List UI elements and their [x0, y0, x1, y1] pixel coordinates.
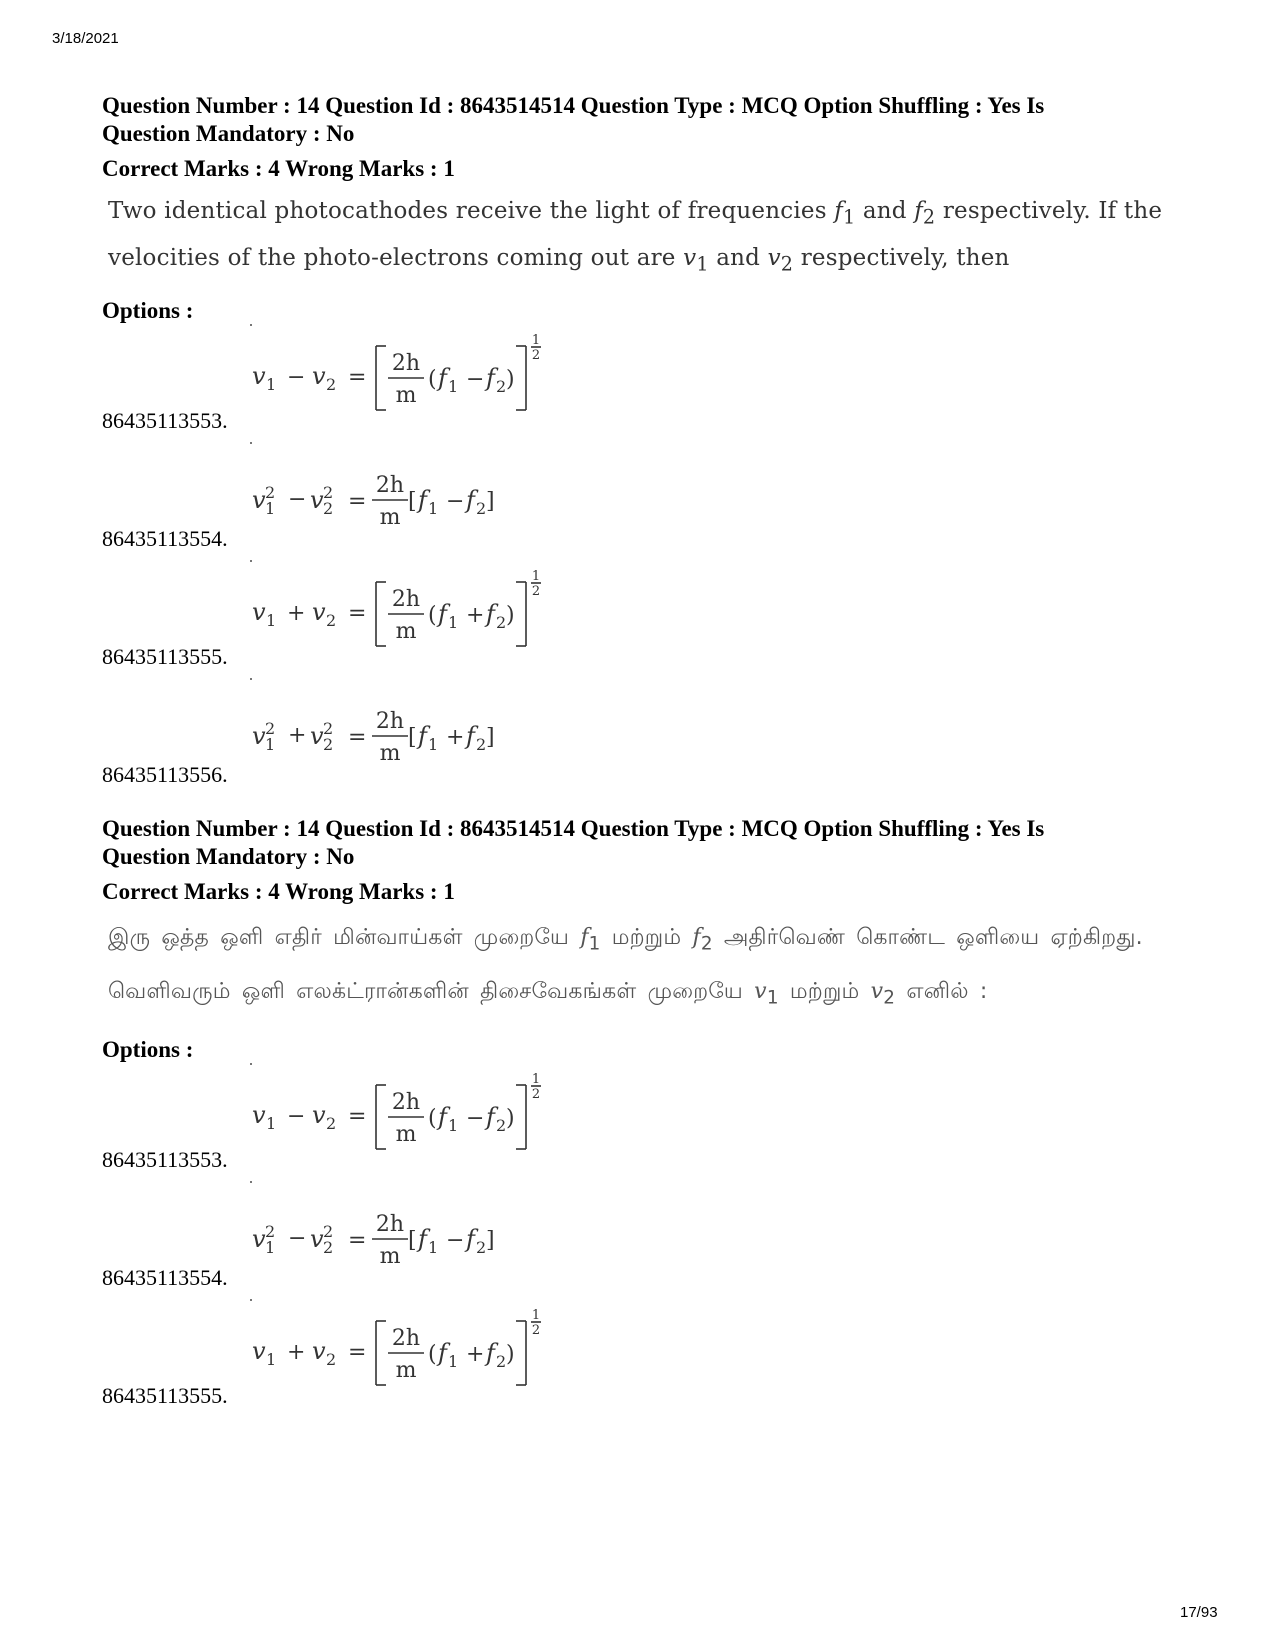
denominator-m: m — [379, 741, 401, 767]
var-v: v — [310, 486, 324, 515]
var-v: v — [310, 1224, 324, 1253]
exponent-den: 2 — [531, 1322, 541, 1338]
var-v: v — [252, 598, 266, 627]
option-item[interactable] — [102, 1181, 1202, 1299]
sub-1: 1 — [428, 735, 439, 755]
var-v: v — [252, 722, 266, 751]
denominator-m: m — [379, 505, 401, 531]
var-f: f — [418, 722, 427, 751]
sub-2: 2 — [496, 377, 507, 397]
equals: = — [348, 1227, 367, 1253]
sup-2: 2 — [323, 483, 334, 503]
equals: = — [348, 1339, 367, 1365]
option-item[interactable] — [102, 442, 1202, 560]
var-f: f — [466, 1224, 475, 1253]
sub-2: 2 — [326, 1113, 337, 1133]
question-header-line2: Question Mandatory : No — [102, 844, 355, 869]
bracket: [ — [408, 1227, 417, 1253]
exponent-den: 2 — [531, 1086, 541, 1102]
numerator-2h: 2h — [375, 1211, 405, 1237]
question-block-english — [102, 92, 1202, 796]
formula-sum-squares — [252, 686, 552, 776]
bracket: ] — [486, 725, 495, 751]
operator: − — [446, 489, 465, 515]
sub-2: 2 — [326, 611, 337, 631]
operator: + — [466, 1341, 485, 1367]
var-v: v — [252, 362, 266, 391]
sub-2: 2 — [323, 735, 334, 755]
formula-sum-root — [252, 1307, 552, 1397]
exponent-den: 2 — [531, 348, 541, 364]
denominator-m: m — [395, 1357, 417, 1383]
numerator-2h: 2h — [375, 473, 405, 499]
option-id: 86435113554. — [102, 526, 228, 552]
print-date: 3/18/2021 — [52, 30, 119, 47]
paren: ( — [428, 603, 437, 629]
numerator-2h: 2h — [391, 1089, 421, 1115]
option-id: 86435113556. — [102, 762, 228, 788]
sub-2: 2 — [496, 1115, 507, 1135]
sub-2: 2 — [323, 499, 334, 519]
sub-2: 2 — [476, 499, 487, 519]
operator: − — [287, 1103, 306, 1129]
operator: + — [288, 723, 307, 749]
sub-2: 2 — [323, 1237, 334, 1257]
equals: = — [348, 365, 367, 391]
numerator-2h: 2h — [391, 1325, 421, 1351]
operator: − — [288, 487, 307, 513]
numerator-2h: 2h — [391, 351, 421, 377]
var-f: f — [418, 486, 427, 515]
equals: = — [348, 725, 367, 751]
var-f: f — [486, 600, 495, 629]
denominator-m: m — [395, 1121, 417, 1147]
formula-diff-squares — [252, 1189, 552, 1279]
operator: − — [288, 1225, 307, 1251]
sup-2: 2 — [323, 719, 334, 739]
sup-2: 2 — [265, 719, 276, 739]
formula-diff-root — [252, 1071, 552, 1161]
option-id: 86435113553. — [102, 1146, 228, 1172]
sub-2: 2 — [496, 1351, 507, 1371]
operator: − — [287, 365, 306, 391]
operator: + — [466, 603, 485, 629]
var-v: v — [252, 1224, 266, 1253]
var-v: v — [312, 598, 326, 627]
sub-1: 1 — [266, 1113, 277, 1133]
paren: ) — [506, 367, 515, 393]
numerator-2h: 2h — [375, 709, 405, 735]
exponent-num: 1 — [531, 569, 541, 585]
paren: ( — [428, 367, 437, 393]
option-id: 86435113555. — [102, 1382, 228, 1408]
var-f: f — [438, 364, 447, 393]
question-header-line1: Question Number : 14 Question Id : 8643514514 Question Type : MCQ Option Shuffling : Yes Is — [102, 93, 1045, 118]
paren: ( — [428, 1341, 437, 1367]
formula-sum-root — [252, 568, 552, 658]
operator: + — [287, 1339, 306, 1365]
bracket: ] — [486, 1227, 495, 1253]
question-block-tamil — [102, 815, 1202, 1417]
sub-1: 1 — [428, 499, 439, 519]
bracket: [ — [408, 725, 417, 751]
var-v: v — [312, 1100, 326, 1129]
sub-1: 1 — [265, 1237, 276, 1257]
numerator-2h: 2h — [391, 587, 421, 613]
formula-diff-root — [252, 332, 552, 422]
sub-2: 2 — [326, 375, 337, 395]
option-item[interactable] — [102, 1299, 1202, 1417]
option-id: 86435113555. — [102, 644, 228, 670]
operator: + — [446, 725, 465, 751]
paren: ) — [506, 1341, 515, 1367]
option-item[interactable] — [102, 560, 1202, 678]
sub-2: 2 — [326, 1349, 337, 1369]
sup-2: 2 — [265, 483, 276, 503]
operator: − — [446, 1227, 465, 1253]
paren: ( — [428, 1105, 437, 1131]
exponent-num: 1 — [531, 333, 541, 349]
marks-line: Correct Marks : 4 Wrong Marks : 1 — [102, 879, 455, 904]
sub-1: 1 — [448, 1351, 459, 1371]
var-v: v — [310, 722, 324, 751]
question-header-line1: Question Number : 14 Question Id : 8643514514 Question Type : MCQ Option Shuffling : Yes Is — [102, 816, 1045, 841]
option-item[interactable] — [102, 324, 1202, 442]
operator: + — [287, 601, 306, 627]
option-item[interactable] — [102, 678, 1202, 796]
sub-1: 1 — [266, 1349, 277, 1369]
sub-1: 1 — [265, 499, 276, 519]
paren: ) — [506, 1105, 515, 1131]
question-text: Two identical photocathodes receive the light of frequencies $f_1$ and $f_2$ respectively. If the velocities of the photo-electrons coming out are $v_1$ and $v_2$ respectively, then — [108, 198, 1163, 276]
var-f: f — [438, 1338, 447, 1367]
denominator-m: m — [395, 383, 417, 409]
sub-1: 1 — [266, 375, 277, 395]
var-f: f — [418, 1224, 427, 1253]
var-f: f — [486, 1102, 495, 1131]
var-f: f — [438, 1102, 447, 1131]
sup-2: 2 — [323, 1221, 334, 1241]
sub-1: 1 — [265, 735, 276, 755]
options-label: Options : — [102, 298, 194, 324]
bracket: ] — [486, 489, 495, 515]
var-f: f — [466, 722, 475, 751]
sup-2: 2 — [265, 1221, 276, 1241]
option-id: 86435113554. — [102, 1264, 228, 1290]
formula-diff-squares — [252, 450, 552, 540]
denominator-m: m — [379, 1243, 401, 1269]
equals: = — [348, 1103, 367, 1129]
operator: − — [466, 367, 485, 393]
var-v: v — [312, 362, 326, 391]
var-f: f — [486, 1338, 495, 1367]
var-v: v — [252, 1336, 266, 1365]
paren: ) — [506, 603, 515, 629]
sub-1: 1 — [448, 613, 459, 633]
var-f: f — [486, 364, 495, 393]
question-header-line2: Question Mandatory : No — [102, 121, 355, 146]
sub-1: 1 — [448, 377, 459, 397]
var-v: v — [312, 1336, 326, 1365]
sub-1: 1 — [428, 1237, 439, 1257]
marks-line: Correct Marks : 4 Wrong Marks : 1 — [102, 156, 455, 181]
option-item[interactable] — [102, 1063, 1202, 1181]
sub-1: 1 — [266, 611, 277, 631]
exponent-num: 1 — [531, 1307, 541, 1323]
operator: − — [466, 1105, 485, 1131]
var-f: f — [466, 486, 475, 515]
sub-2: 2 — [476, 1237, 487, 1257]
sub-2: 2 — [496, 613, 507, 633]
option-id: 86435113553. — [102, 408, 228, 434]
equals: = — [348, 489, 367, 515]
equals: = — [348, 601, 367, 627]
sub-1: 1 — [448, 1115, 459, 1135]
var-v: v — [252, 1100, 266, 1129]
sub-2: 2 — [476, 735, 487, 755]
var-f: f — [438, 600, 447, 629]
options-label: Options : — [102, 1036, 194, 1062]
denominator-m: m — [395, 619, 417, 645]
bracket: [ — [408, 489, 417, 515]
exponent-num: 1 — [531, 1071, 541, 1087]
question-text: இரு ஒத்த ஒளி எதிர் மின்வாய்கள் முறையே $f_1$ மற்றும் $f_2$ அதிர்வெண் கொண்ட ஒளியை ஏற்கிறது. வெளிவரும் ஒளி எலக்ட்ரான்களின் திசைவேகங்கள் முறையே $v_1$ மற்றும் $v_2$ எனில் : — [108, 925, 1143, 1009]
page-number: 17/93 — [1180, 1604, 1218, 1621]
var-v: v — [252, 486, 266, 515]
exponent-den: 2 — [531, 584, 541, 600]
